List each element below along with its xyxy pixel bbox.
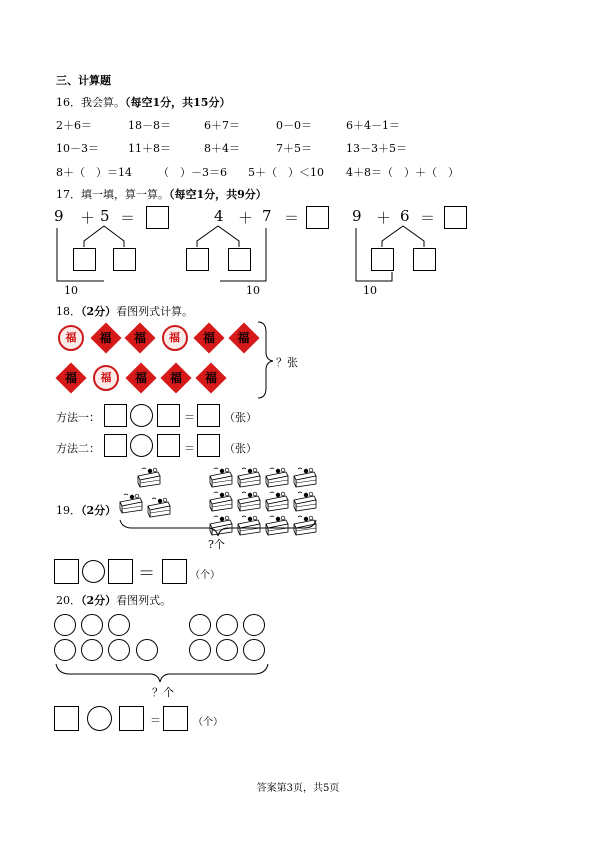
operand-a: 9 — [352, 207, 362, 225]
operand-b: 7 — [262, 207, 272, 225]
q16-item: 0－0＝ — [276, 119, 312, 132]
page-footer: 答案第3页，共5页 — [256, 783, 340, 794]
ten-label: 10 — [363, 284, 377, 297]
q18-prefix: 18． — [56, 305, 81, 318]
operator-circle[interactable] — [87, 706, 112, 731]
q16-item: 4＋8＝（ ）＋（ ） — [346, 166, 459, 179]
q16-item: 6＋4－1＝ — [346, 119, 400, 132]
result-box[interactable] — [163, 706, 188, 731]
fu-character-label: 福 — [134, 371, 147, 385]
q16-item: 5＋（ ）＜10 — [248, 166, 324, 179]
fu-character-label: 福 — [237, 331, 250, 345]
unit-label: （张） — [224, 411, 257, 424]
fu-stamp-icon: 福 — [93, 365, 119, 391]
q20-prefix: 20． — [56, 594, 81, 607]
operator: ＋ — [238, 209, 254, 227]
q16-item: 18－8＝ — [128, 119, 171, 132]
operand-a: 4 — [214, 207, 224, 225]
operator: ＋ — [80, 209, 96, 227]
q16-item: 8＋4＝ — [204, 142, 240, 155]
q17-prefix: 17．填一填，算一算。 — [56, 188, 169, 201]
equals-sign: ＝ — [120, 209, 136, 227]
q19-prefix: 19． — [56, 504, 81, 517]
q16-item: 8＋（ ）＝14 — [56, 166, 132, 179]
fu-stamp-icon: 福 — [162, 325, 188, 351]
q19-question: ?个 — [208, 538, 225, 551]
equals-sign: ＝ — [184, 411, 195, 424]
unit-label: （个） — [193, 717, 223, 728]
ten-label: 10 — [246, 284, 260, 297]
q16-item: 2＋6＝ — [56, 119, 92, 132]
q16-item: 13－3＋5＝ — [346, 142, 407, 155]
q17-note: （每空1分，共9分） — [169, 188, 267, 201]
q18-text: 看图列式计算。 — [116, 305, 194, 318]
fu-character-label: 福 — [204, 371, 217, 385]
number-box[interactable] — [119, 706, 144, 731]
fu-stamp-icon: 福 — [58, 325, 84, 351]
q16-item: 6＋7＝ — [204, 119, 240, 132]
q20-text: 看图列式。 — [116, 594, 172, 607]
equals-sign: ＝ — [284, 209, 300, 227]
q19-score: （2分） — [81, 504, 117, 517]
q16-item: （ ）－3＝6 — [158, 166, 227, 179]
fu-character-label: 福 — [202, 331, 215, 345]
fu-character-label: 福 — [169, 371, 182, 385]
q16-note: （每空1分，共15分） — [125, 96, 231, 109]
method-2-label: 方法二： — [56, 442, 100, 455]
unit-label: （张） — [224, 442, 257, 455]
equals-sign: ＝ — [420, 209, 436, 227]
q18-question: ？张 — [276, 356, 298, 369]
unit-label: （个） — [190, 570, 220, 581]
q16-item: 10－3＝ — [56, 142, 99, 155]
q16-item: 11＋8＝ — [128, 142, 171, 155]
operand-a: 9 — [54, 207, 64, 225]
operand-b: 6 — [400, 207, 410, 225]
operand-b: 5 — [100, 207, 110, 225]
q20-question: ？个 — [152, 686, 174, 699]
number-box[interactable] — [54, 706, 79, 731]
method-1-label: 方法一： — [56, 411, 100, 424]
fu-character-label: 福 — [99, 331, 112, 345]
section-title: 三、计算题 — [56, 74, 111, 87]
q18-score: （2分） — [81, 305, 117, 318]
operator: ＋ — [376, 209, 392, 227]
q16-prefix: 16．我会算。 — [56, 96, 125, 109]
ten-label: 10 — [64, 284, 78, 297]
equals-sign: ＝ — [184, 442, 195, 455]
equals-sign: ＝ — [150, 714, 161, 727]
fu-character-label: 福 — [133, 331, 146, 345]
fu-character-label: 福 — [64, 371, 77, 385]
q16-item: 7＋5＝ — [276, 142, 312, 155]
equals-sign: ＝ — [138, 564, 155, 584]
q20-score: （2分） — [81, 594, 117, 607]
